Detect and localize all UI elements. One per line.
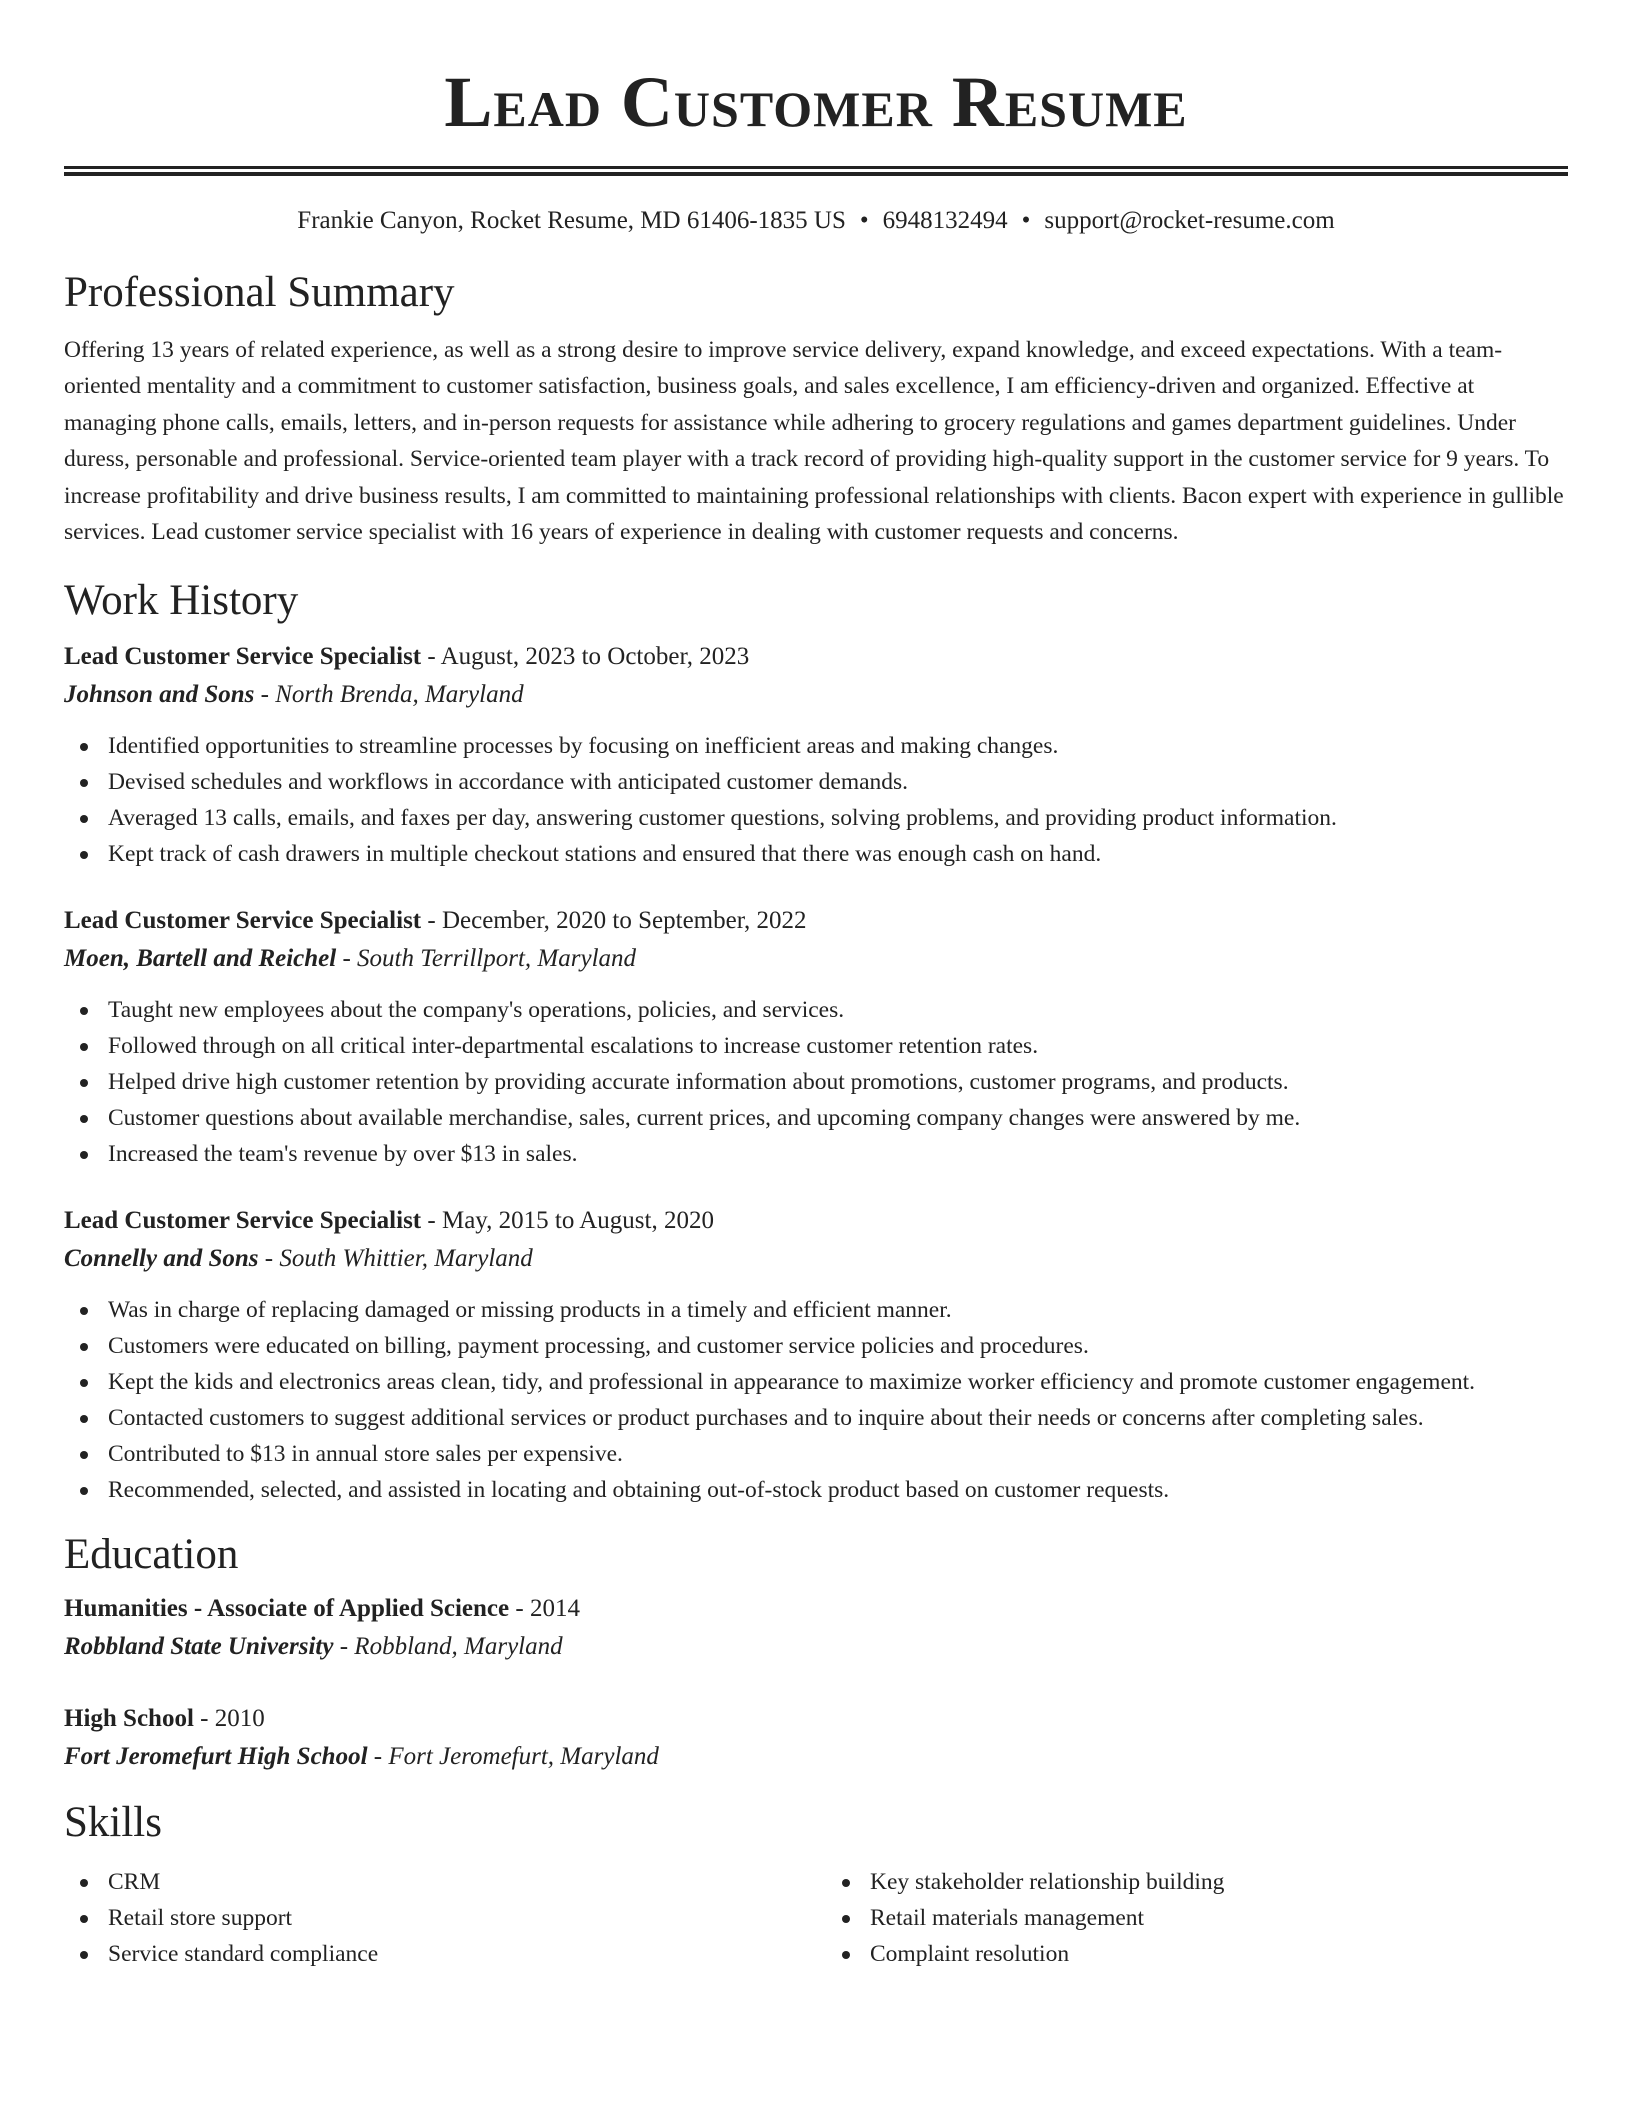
job-entry [64, 1202, 1568, 1508]
skill-item: Service standard compliance [64, 1936, 806, 1972]
list-item: Customer questions about available merchandise, sales, current prices, and upcoming company changes were answered by me. [64, 1100, 1568, 1136]
job-header [64, 902, 1568, 940]
resume-page [64, 0, 1568, 1972]
contact-separator: • [859, 207, 869, 234]
job-location: - South Whittier, Maryland [258, 1245, 533, 1273]
list-item: Contributed to $13 in annual store sales per expensive. [64, 1436, 1568, 1472]
contact-email[interactable]: support@rocket-resume.com [1044, 207, 1335, 234]
list-item: Customers were educated on billing, payment processing, and customer service policies and procedures. [64, 1328, 1568, 1364]
list-item: Kept track of cash drawers in multiple checkout stations and ensured that there was enough cash on hand. [64, 836, 1568, 872]
skill-item: CRM [64, 1864, 806, 1900]
education-entry [64, 1700, 1568, 1776]
education-degree: High School [64, 1705, 194, 1733]
skill-item: Retail store support [64, 1900, 806, 1936]
resume-title: Lead Customer Resume [444, 62, 1188, 142]
list-item: Increased the team's revenue by over $13 in sales. [64, 1136, 1568, 1172]
education-header [64, 1700, 1568, 1738]
job-role: Lead Customer Service Specialist [64, 643, 422, 671]
contact-separator: • [1021, 207, 1031, 234]
job-duties-list [64, 992, 1568, 1172]
list-item: Recommended, selected, and assisted in locating and obtaining out-of-stock product based on customer requests. [64, 1472, 1568, 1508]
job-header [64, 1202, 1568, 1240]
education-location: - Robbland, Maryland [333, 1633, 563, 1661]
education-heading: Education [64, 1531, 239, 1579]
education-header [64, 1590, 1568, 1628]
skill-item: Complaint resolution [826, 1936, 1568, 1972]
job-company: Johnson and Sons [64, 681, 255, 709]
job-header [64, 638, 1568, 676]
education-entry [64, 1590, 1568, 1666]
job-duties-list [64, 728, 1568, 872]
job-duties-list [64, 1292, 1568, 1508]
contact-phone: 6948132494 [882, 207, 1008, 234]
list-item: Averaged 13 calls, emails, and faxes per day, answering customer questions, solving problems, and providing product information. [64, 800, 1568, 836]
job-company: Moen, Bartell and Reichel [64, 945, 337, 973]
job-location: - North Brenda, Maryland [254, 681, 524, 709]
summary-text: Offering 13 years of related experience, as well as a strong desire to improve service delivery, expand knowledge, and exceed expectations. With a team-oriented mentality and a commitment to customer satisfaction, business goals, and sales excellence, I am efficiency-driven and organized. Effective at managing phone calls, emails, letters, and in-person requests for assistance while adhering to grocery regulations and games department guidelines. Under duress, personable and professional. Service-oriented team player with a track record of providing high-quality support in the customer service for 9 years. To increase profitability and drive business results, I am committed to maintaining professional relationships with clients. Bacon expert with experience in gullible services. Lead customer service specialist with 16 years of experience in dealing with customer requests and concerns. [64, 337, 1564, 546]
job-entry [64, 638, 1568, 872]
job-dates: - December, 2020 to September, 2022 [421, 907, 807, 935]
list-item: Helped drive high customer retention by providing accurate information about promotions, customer programs, and products. [64, 1064, 1568, 1100]
education-year: - 2010 [193, 1705, 265, 1733]
skill-item: Retail materials management [826, 1900, 1568, 1936]
skills-column-left [64, 1864, 806, 1972]
list-item: Followed through on all critical inter-departmental escalations to increase customer retention rates. [64, 1028, 1568, 1064]
list-item: Taught new employees about the company's operations, policies, and services. [64, 992, 1568, 1028]
education-location: - Fort Jeromefurt, Maryland [367, 1743, 659, 1771]
job-location: - South Terrillport, Maryland [336, 945, 637, 973]
summary-heading: Professional Summary [64, 269, 455, 316]
skill-item: Key stakeholder relationship building [826, 1864, 1568, 1900]
title-divider [64, 166, 1568, 176]
education-school-line [64, 1738, 1568, 1776]
list-item: Identified opportunities to streamline processes by focusing on inefficient areas and making changes. [64, 728, 1568, 764]
contact-line [64, 204, 1568, 238]
education-year: - 2014 [509, 1595, 580, 1623]
skills-heading: Skills [64, 1799, 162, 1847]
list-item: Was in charge of replacing damaged or missing products in a timely and efficient manner. [64, 1292, 1568, 1328]
education-school: Robbland State University [64, 1633, 334, 1661]
job-dates: - August, 2023 to October, 2023 [421, 643, 750, 671]
job-employer [64, 1240, 1568, 1278]
job-company: Connelly and Sons [64, 1245, 259, 1273]
education-degree: Humanities - Associate of Applied Science [64, 1595, 510, 1623]
skills-column-right [826, 1864, 1568, 1972]
list-item: Kept the kids and electronics areas clean, tidy, and professional in appearance to maximize worker efficiency and promote customer engagement. [64, 1364, 1568, 1400]
education-school-line [64, 1628, 1568, 1666]
work-history-heading: Work History [64, 577, 299, 625]
list-item: Contacted customers to suggest additional services or product purchases and to inquire about their needs or concerns after completing sales. [64, 1400, 1568, 1436]
job-entry [64, 902, 1568, 1172]
job-employer [64, 676, 1568, 714]
job-role: Lead Customer Service Specialist [64, 907, 422, 935]
job-role: Lead Customer Service Specialist [64, 1207, 422, 1235]
job-employer [64, 940, 1568, 978]
job-dates: - May, 2015 to August, 2020 [421, 1207, 714, 1235]
skills-list [64, 1864, 1568, 1972]
list-item: Devised schedules and workflows in accordance with anticipated customer demands. [64, 764, 1568, 800]
contact-address: Frankie Canyon, Rocket Resume, MD 61406-1835 US [297, 207, 846, 234]
education-school: Fort Jeromefurt High School [64, 1743, 368, 1771]
